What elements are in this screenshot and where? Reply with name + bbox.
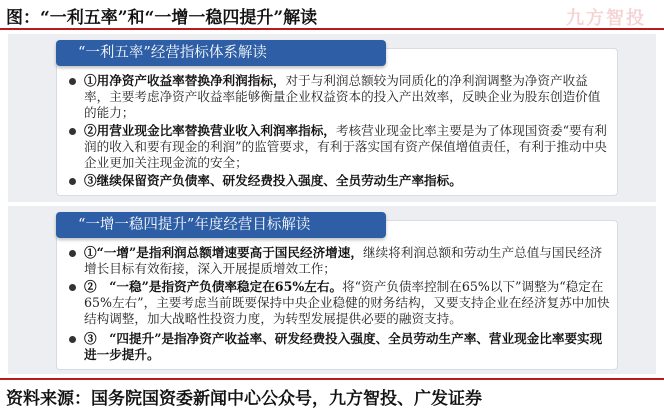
- bullet-icon: [69, 178, 76, 185]
- list-item: [69, 173, 611, 189]
- section-card-2: [56, 220, 618, 370]
- item-text: 对于与利润总额较为同质化的净利润调整为净资产收益率，主要考虑净资产收益率能够衡量企业权益资本的投入产出效率，反映企业为股东创造价值的能力；: [84, 73, 601, 120]
- item-text: 考核营业现金比率主要是为了体现国资委“要有利润的收入和要有现金的利润”的监管要求，有利于落实国有资产保值增值责任，有利于推动中央企业更加关注现金流的安全；: [84, 123, 607, 170]
- list-item: [69, 123, 611, 171]
- section-heading-text: “一利五率”经营指标体系解读: [78, 45, 267, 61]
- bullet-icon: [69, 128, 76, 135]
- item-bold: ② “一稳”是指资产负债率稳定在65%左右。: [84, 279, 343, 294]
- source-note: 资料来源：国务院国资委新闻中心公众号，九方智投、广发证券: [6, 389, 482, 409]
- source-bar: [0, 378, 664, 410]
- section-panel-2: [8, 206, 656, 374]
- list-item: [69, 245, 611, 277]
- bullet-icon: [69, 78, 76, 85]
- section-heading-2: [56, 212, 386, 238]
- figure-title: 图：“一利五率”和“一增一稳四提升”解读: [6, 8, 318, 28]
- item-bold: ①用净资产收益率替换净利润指标，: [84, 73, 286, 88]
- list-item: [69, 73, 611, 121]
- item-bold: ③ “四提升”是指净资产收益率、研发经费投入强度、全员劳动生产率、营业现金比率要实现进一步提升。: [84, 331, 603, 362]
- section-heading-text: “一增一稳四提升”年度经营目标解读: [78, 217, 311, 233]
- watermark-logo: 九方智投: [566, 8, 646, 29]
- bullet-icon: [69, 336, 76, 343]
- section-panel-1: [8, 34, 656, 202]
- item-bold: ②用营业现金比率替换营业收入利润率指标，: [84, 123, 336, 138]
- item-text: 继续将利润总额和劳动生产总值与国民经济增长目标有效衔接，深入开展提质增效工作；: [84, 245, 603, 276]
- bullet-icon: [69, 284, 76, 291]
- bullet-icon: [69, 250, 76, 257]
- item-text: 将“资产负债率控制在65%以下”调整为“稳定在65%左右”，主要考虑当前既要保持中央企业稳健的财务结构，又要支持企业在经济复苏中加快结构调整，加大战略性投资力度，为转型发展提供必要的融资支持。: [84, 279, 610, 326]
- section-heading-1: [56, 40, 386, 66]
- figure-title-bar: [0, 0, 664, 30]
- list-item: [69, 279, 611, 327]
- item-bold: ③继续保留资产负债率、研发经费投入强度、全员劳动生产率指标。: [84, 173, 462, 188]
- item-bold: ①“一增”是指利润总额增速要高于国民经济增速，: [84, 245, 363, 260]
- section-card-1: [56, 48, 618, 196]
- list-item: [69, 331, 611, 363]
